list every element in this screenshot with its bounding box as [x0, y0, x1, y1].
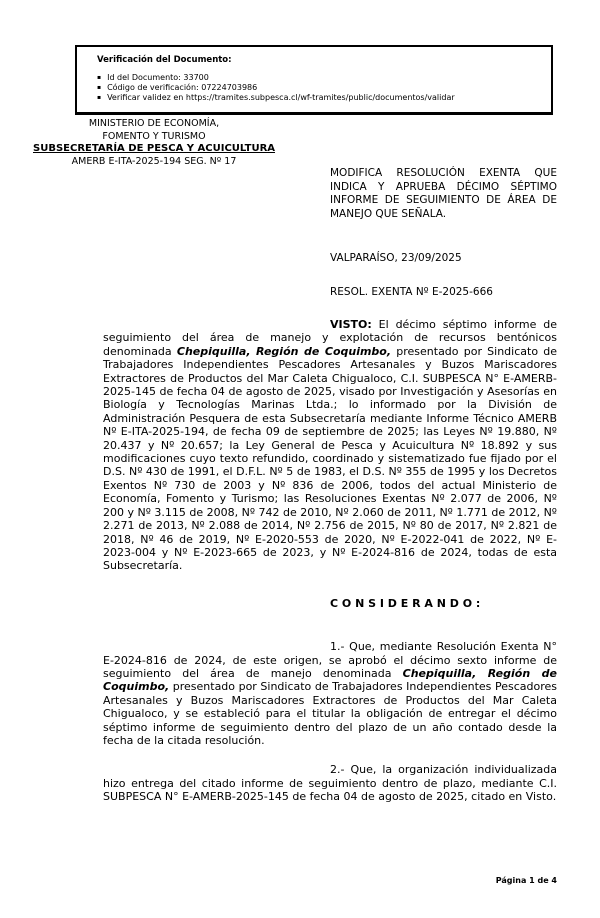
ministry-name-line-2: FOMENTO Y TURISMO: [102, 130, 206, 142]
city-date: VALPARAÍSO, 23/09/2025: [330, 252, 462, 264]
verification-box: [75, 45, 553, 115]
document-body: [103, 318, 557, 804]
verification-title: Verificación del Documento:: [97, 55, 232, 65]
bullet-icon: ▪: [97, 94, 102, 101]
p1-text-1: 1.- Que, mediante Resolución Exenta N° E-2024-816 de 2024, de este origen, se aprobó el décimo sexto informe de seguimiento del área de manejo denominada: [103, 640, 557, 680]
ministry-name-line-1: MINISTERIO DE ECONOMÍA,: [88, 118, 220, 129]
considerando-heading: C O N S I D E R A N D O :: [330, 596, 481, 610]
bullet-icon: ▪: [97, 74, 102, 81]
bullet-icon: ▪: [97, 84, 102, 91]
verification-url-text: Verificar validez en https://tramites.subpesca.cl/wf-tramites/public/documentos/validar: [107, 93, 455, 102]
visto-paragraph: [103, 318, 557, 573]
visto-text-1: El décimo séptimo informe de seguimiento del área de manejo y explotación de recursos bentónicos denominada: [103, 318, 557, 358]
area-name: Chepiquilla, Región de Coquimbo,: [176, 344, 392, 358]
considerando-paragraph-1: [103, 640, 557, 747]
verification-item-text: Id del Documento: 33700: [107, 73, 209, 82]
verification-item-text: Código de verificación: 07224703986: [107, 83, 258, 92]
verification-item-document-id: [97, 73, 541, 83]
p1-text-2: presentado por Sindicato de Trabajadores Independientes Pescadores Artesanales y Buzos Mariscadores Extractores de Productos del Mar Caleta Chigualoco, y se estableció para el titular la obligación de entregar el décimo séptimo informe de seguimiento dentro del plazo de un año contado desde la fecha de la citada resolución.: [103, 680, 557, 747]
verification-item-url: [97, 93, 541, 103]
page-number: Página 1 de 4: [495, 876, 557, 885]
letterhead: [33, 118, 275, 168]
subsecretaria-name: SUBSECRETARÍA DE PESCA Y ACUICULTURA: [33, 143, 276, 154]
visto-text-2: presentado por Sindicato de Trabajadores Independientes Pescadores Artesanales y Buzos Mariscadores Extractores de Productos del Mar Caleta Chigualoco, C.I. SUBPESCA N° E-AMERB-2025-145 de fecha 04 de agosto de 2025, visado por Investigación y Asesorías en Biología y Tecnologías Marinas Ltda.; lo informado por la División de Administración Pesquera de esta Subsecretaría mediante Informe Técnico AMERB Nº E-ITA-2025-194, de fecha 09 de septiembre de 2025; las Leyes Nº 19.880, Nº 20.437 y Nº 20.657; la Ley General de Pesca y Acuicultura Nº 18.892 y sus modificaciones cuyo texto refundido, coordinado y sistematizado fue fijado por el D.S. Nº 430 de 1991, el D.F.L. Nº 5 de 1983, el D.S. Nº 355 de 1995 y los Decretos Exentos Nº 730 de 2003 y Nº 836 de 2006, todos del actual Ministerio de Economía, Fomento y Turismo; las Resoluciones Exentas Nº 2.077 de 2006, Nº 200 y Nº 3.115 de 2008, Nº 742 de 2010, Nº 2.060 de 2011, Nº 1.771 de 2012, Nº 2.271 de 2013, Nº 2.088 de 2014, Nº 2.756 de 2015, Nº 80 de 2017, Nº 2.821 de 2018, Nº 46 de 2019, Nº E-2020-553 de 2020, Nº E-2022-041 de 2022, Nº E-2023-004 y Nº E-2023-665 de 2023, y Nº E-2024-816 de 2024, todas de esta Subsecretaría.: [103, 344, 558, 573]
visto-label: VISTO:: [330, 318, 372, 331]
resolution-subject: MODIFICA RESOLUCIÓN EXENTA QUE INDICA Y APRUEBA DÉCIMO SÉPTIMO INFORME DE SEGUIMIENTO DE ÁREA DE MANEJO QUE SEÑALA.: [330, 167, 557, 220]
amerb-reference: AMERB E-ITA-2025-194 SEG. Nº 17: [71, 155, 237, 167]
title-block: [330, 167, 557, 299]
resolution-number: RESOL. EXENTA Nº E-2025-666: [330, 285, 493, 298]
verification-list: [97, 73, 541, 103]
p1-area-name: Chepiquilla, Región de Coquimbo,: [103, 666, 557, 694]
considerando-paragraph-2: 2.- Que, la organización individualizada hizo entrega del citado informe de seguimiento dentro de plazo, mediante C.I. SUBPESCA N° E-AMERB-2025-145 de fecha 04 de agosto de 2025, citado en Visto.: [103, 763, 557, 804]
verification-item-code: [97, 83, 541, 93]
